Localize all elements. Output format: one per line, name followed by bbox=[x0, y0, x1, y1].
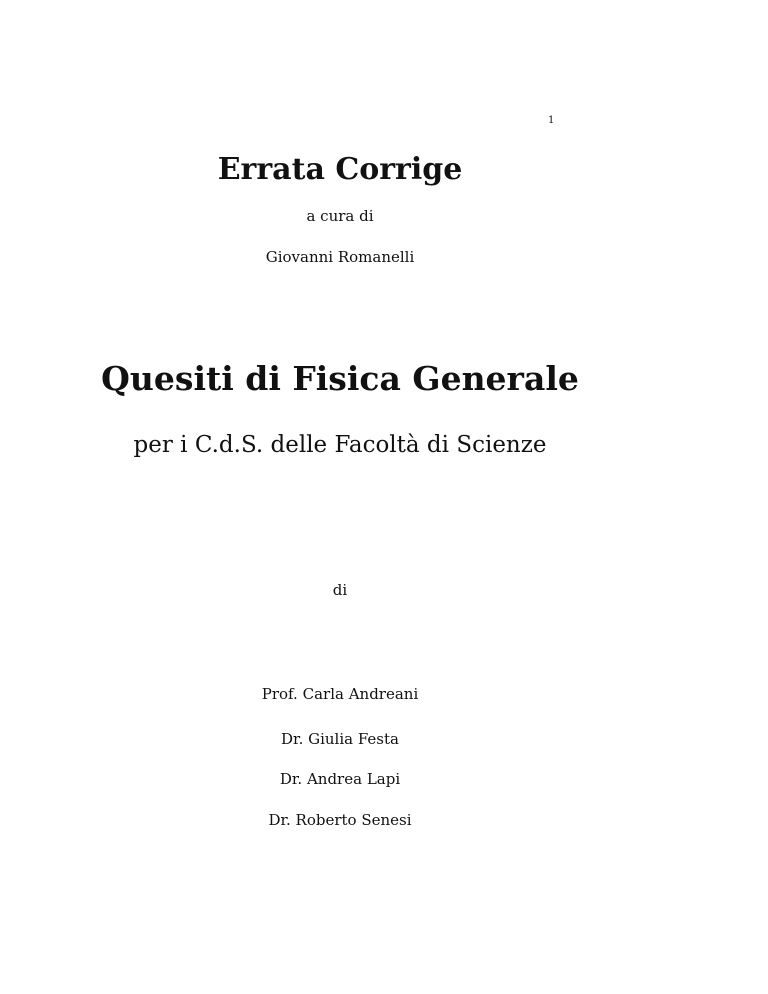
errata-by-label: a cura di bbox=[306, 207, 374, 225]
editor-name: Giovanni Romanelli bbox=[265, 248, 415, 266]
errata-title: Errata Corrige bbox=[217, 152, 463, 187]
authors-by-label: di bbox=[332, 581, 348, 599]
author-name: Dr. Andrea Lapi bbox=[279, 770, 401, 788]
book-subtitle: per i C.d.S. delle Facoltà di Scienze bbox=[133, 432, 547, 458]
book-title: Quesiti di Fisica Generale bbox=[101, 359, 579, 398]
author-name: Dr. Roberto Senesi bbox=[268, 811, 412, 829]
author-name: Dr. Giulia Festa bbox=[281, 730, 399, 748]
author-name: Prof. Carla Andreani bbox=[261, 685, 419, 703]
page-number: 1 bbox=[548, 115, 555, 126]
